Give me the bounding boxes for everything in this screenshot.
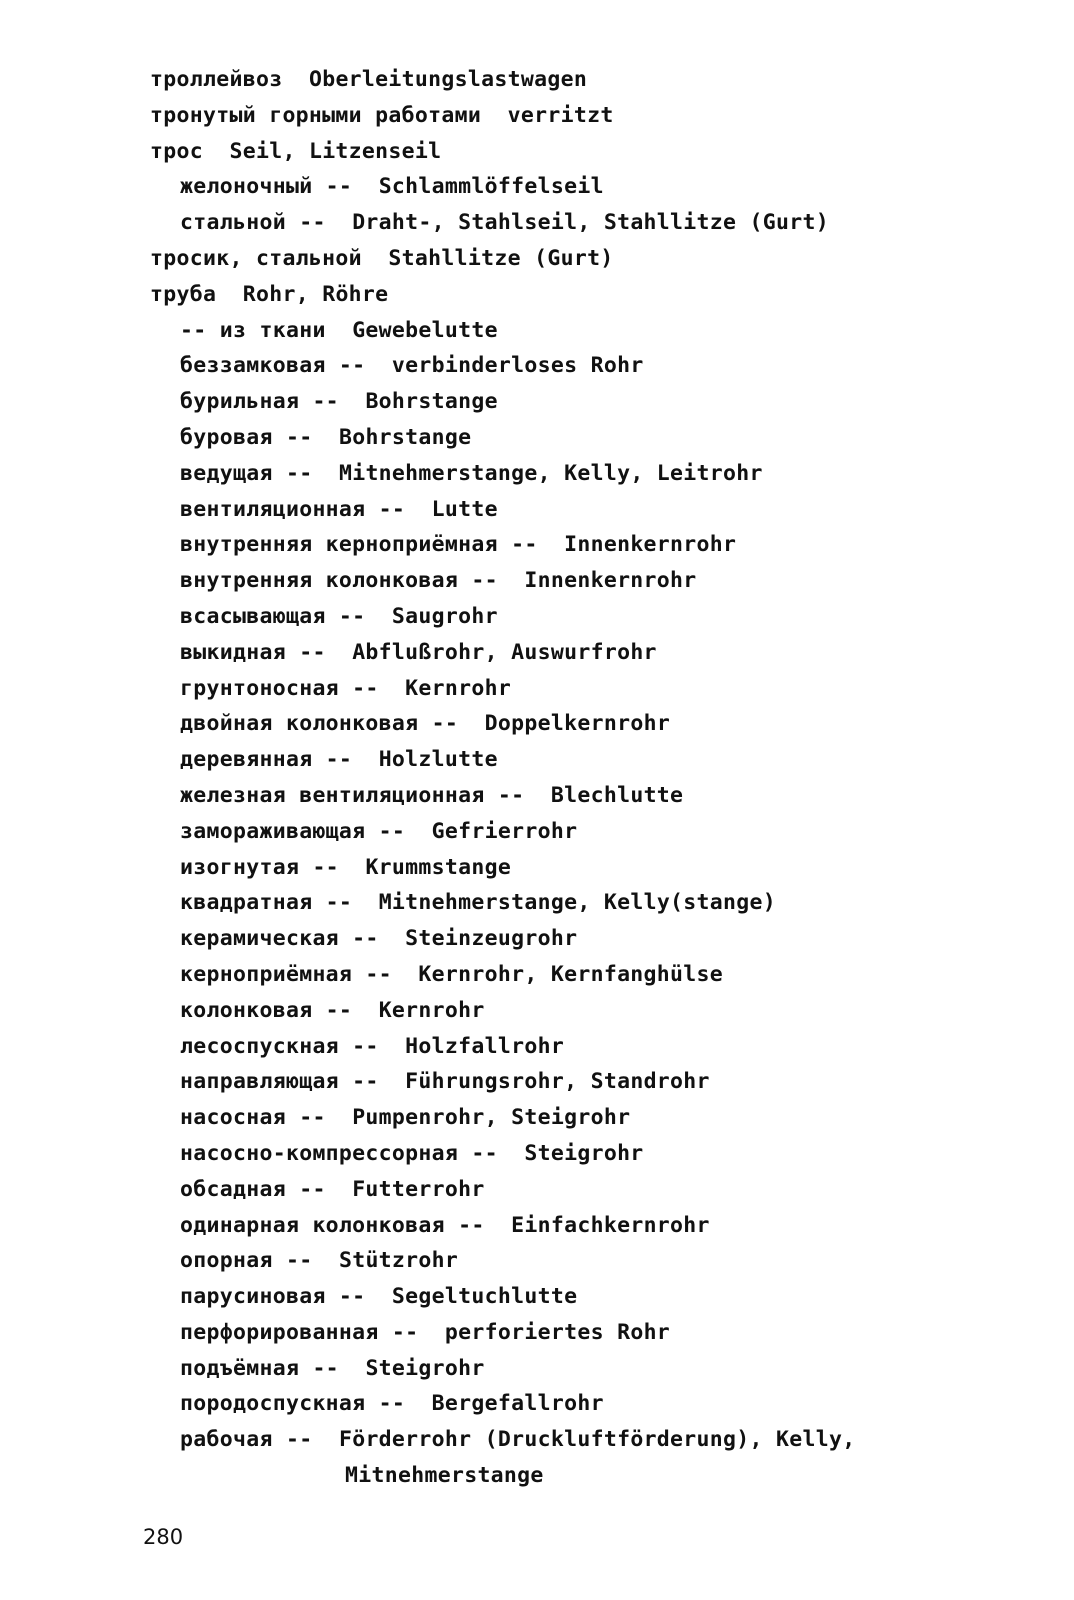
dictionary-entry bbox=[150, 134, 1050, 170]
german-translation: verritzt bbox=[507, 102, 614, 128]
russian-term: лесоспускная -- bbox=[180, 1033, 379, 1059]
german-translation: Blechlutte bbox=[550, 782, 684, 808]
dictionary-subentry bbox=[150, 1279, 1050, 1315]
russian-term: тронутый горными работами bbox=[150, 102, 482, 128]
dictionary-subentry bbox=[150, 1172, 1050, 1208]
russian-term: -- из ткани bbox=[180, 317, 326, 343]
russian-term: насосно-компрессорная -- bbox=[180, 1140, 498, 1166]
german-translation: Krummstange bbox=[365, 854, 512, 880]
german-translation: Steinzeugrohr bbox=[405, 926, 578, 952]
german-translation: Kernrohr bbox=[405, 675, 512, 701]
russian-term: одинарная колонковая -- bbox=[180, 1212, 485, 1238]
german-translation: Doppelkernrohr bbox=[484, 711, 671, 737]
dictionary-subentry bbox=[150, 706, 1050, 742]
dictionary-entry bbox=[150, 241, 1050, 277]
dictionary-subentry bbox=[150, 420, 1050, 456]
dictionary-subentry bbox=[150, 1351, 1050, 1387]
german-translation: Steigrohr bbox=[365, 1355, 485, 1381]
russian-term: парусиновая -- bbox=[180, 1284, 366, 1310]
russian-term: рабочая -- bbox=[180, 1427, 313, 1453]
russian-term: троллейвоз bbox=[150, 67, 283, 92]
russian-term: керамическая -- bbox=[180, 926, 379, 952]
german-translation: Seil, Litzenseil bbox=[229, 138, 442, 164]
russian-term: двойная колонковая -- bbox=[180, 711, 459, 737]
dictionary-subentry bbox=[150, 814, 1050, 850]
dictionary-entry bbox=[150, 277, 1050, 313]
dictionary-subentry bbox=[150, 348, 1050, 384]
german-translation: Stahllitze (Gurt) bbox=[388, 245, 614, 271]
german-translation: Rohr, Röhre bbox=[242, 281, 389, 307]
russian-term: буровая -- bbox=[180, 424, 313, 450]
german-translation: Holzfallrohr bbox=[405, 1033, 565, 1059]
russian-term: породоспускная -- bbox=[180, 1391, 406, 1417]
dictionary-subentry bbox=[150, 1315, 1050, 1351]
dictionary-subentry bbox=[150, 1386, 1050, 1422]
russian-term: колонковая -- bbox=[180, 997, 353, 1023]
german-translation: Futterrohr bbox=[352, 1176, 485, 1202]
german-translation: Förderrohr (Druckluftförderung), Kelly, bbox=[338, 1427, 856, 1453]
german-translation: Kernrohr bbox=[378, 997, 485, 1023]
german-translation: Gefrierrohr bbox=[431, 818, 578, 844]
german-translation: Bohrstange bbox=[365, 389, 498, 415]
dictionary-subentry bbox=[150, 205, 1050, 241]
russian-term: обсадная -- bbox=[180, 1176, 326, 1202]
dictionary-subentry bbox=[150, 671, 1050, 707]
dictionary-subentry bbox=[150, 384, 1050, 420]
russian-term: насосная -- bbox=[180, 1105, 326, 1131]
german-translation: Schlammlöffelseil bbox=[378, 174, 604, 200]
russian-term: опорная -- bbox=[180, 1248, 313, 1274]
german-translation: Einfachkernrohr bbox=[511, 1212, 710, 1238]
german-translation: Mitnehmerstange, Kelly(stange) bbox=[378, 890, 777, 916]
dictionary-subentry bbox=[150, 1243, 1050, 1279]
dictionary-subentry bbox=[150, 993, 1050, 1029]
german-translation: Pumpenrohr, Steigrohr bbox=[352, 1105, 631, 1131]
german-translation: Innenkernrohr bbox=[524, 568, 697, 594]
german-translation: Steigrohr bbox=[524, 1140, 644, 1166]
dictionary-subentry bbox=[150, 1422, 1050, 1458]
german-translation: Saugrohr bbox=[391, 603, 498, 629]
dictionary-subentry bbox=[150, 1208, 1050, 1244]
german-translation: Führungsrohr, Standrohr bbox=[405, 1069, 710, 1095]
german-translation: Lutte bbox=[431, 496, 498, 522]
dictionary-subentry bbox=[150, 921, 1050, 957]
russian-term: вентиляционная -- bbox=[180, 496, 406, 522]
russian-term: замораживающая -- bbox=[180, 818, 406, 844]
dictionary-subentry bbox=[150, 599, 1050, 635]
translation-continuation: Mitnehmerstange bbox=[345, 1463, 544, 1489]
russian-term: керноприёмная -- bbox=[180, 961, 392, 987]
dictionary-subentry bbox=[150, 635, 1050, 671]
german-translation: verbinderloses Rohr bbox=[391, 353, 644, 379]
russian-term: грунтоносная -- bbox=[180, 675, 379, 701]
dictionary-subentry bbox=[150, 1029, 1050, 1065]
dictionary-subentry bbox=[150, 492, 1050, 528]
german-translation: Innenkernrohr bbox=[564, 532, 737, 558]
german-translation: Gewebelutte bbox=[352, 317, 498, 343]
russian-term: бурильная -- bbox=[180, 389, 339, 415]
dictionary-subentry bbox=[150, 957, 1050, 993]
russian-term: выкидная -- bbox=[180, 639, 326, 665]
dictionary-subentry bbox=[150, 885, 1050, 921]
russian-term: перфорированная -- bbox=[180, 1319, 419, 1345]
german-translation: Bohrstange bbox=[338, 424, 472, 450]
dictionary-subentry bbox=[150, 563, 1050, 599]
russian-term: железная вентиляционная -- bbox=[180, 782, 525, 808]
german-translation: Bergefallrohr bbox=[431, 1391, 604, 1417]
dictionary-subentry bbox=[150, 742, 1050, 778]
russian-term: беззамковая -- bbox=[180, 353, 366, 379]
german-translation: Mitnehmerstange, Kelly, Leitrohr bbox=[338, 460, 763, 486]
dictionary-subentry bbox=[150, 527, 1050, 563]
page-number: 280 bbox=[143, 1525, 184, 1549]
german-translation: Oberleitungslastwagen bbox=[308, 67, 588, 92]
german-translation: Abflußrohr, Auswurfrohr bbox=[352, 639, 657, 665]
dictionary-entry bbox=[150, 62, 1050, 98]
russian-term: труба bbox=[150, 281, 217, 307]
russian-term: ведущая -- bbox=[180, 460, 313, 486]
russian-term: желоночный -- bbox=[180, 174, 353, 200]
russian-term: внутренняя керноприёмная -- bbox=[180, 532, 538, 558]
dictionary-page bbox=[150, 62, 1050, 1494]
dictionary-entry bbox=[150, 98, 1050, 134]
russian-term: стальной -- bbox=[180, 210, 326, 236]
dictionary-subentry bbox=[150, 778, 1050, 814]
russian-term: всасывающая -- bbox=[180, 603, 366, 629]
dictionary-subentry bbox=[150, 313, 1050, 349]
russian-term: направляющая -- bbox=[180, 1069, 379, 1095]
dictionary-subentry bbox=[150, 1100, 1050, 1136]
german-translation: Segeltuchlutte bbox=[391, 1284, 578, 1310]
dictionary-subentry bbox=[150, 1064, 1050, 1100]
russian-term: деревянная -- bbox=[180, 747, 353, 773]
german-translation: Kernrohr, Kernfanghülse bbox=[418, 961, 724, 987]
russian-term: подъёмная -- bbox=[180, 1355, 339, 1381]
german-translation: Holzlutte bbox=[378, 747, 498, 773]
russian-term: трос bbox=[150, 138, 203, 164]
russian-term: квадратная -- bbox=[180, 890, 353, 916]
german-translation: Draht-, Stahlseil, Stahllitze (Gurt) bbox=[352, 210, 829, 236]
german-translation: perforiertes Rohr bbox=[444, 1319, 671, 1345]
russian-term: тросик, стальной bbox=[150, 245, 362, 271]
russian-term: внутренняя колонковая -- bbox=[180, 568, 498, 594]
dictionary-subentry bbox=[150, 169, 1050, 205]
dictionary-subentry bbox=[150, 850, 1050, 886]
dictionary-subentry bbox=[150, 456, 1050, 492]
dictionary-subentry bbox=[150, 1136, 1050, 1172]
russian-term: изогнутая -- bbox=[180, 854, 339, 880]
german-translation: Stützrohr bbox=[338, 1248, 459, 1274]
